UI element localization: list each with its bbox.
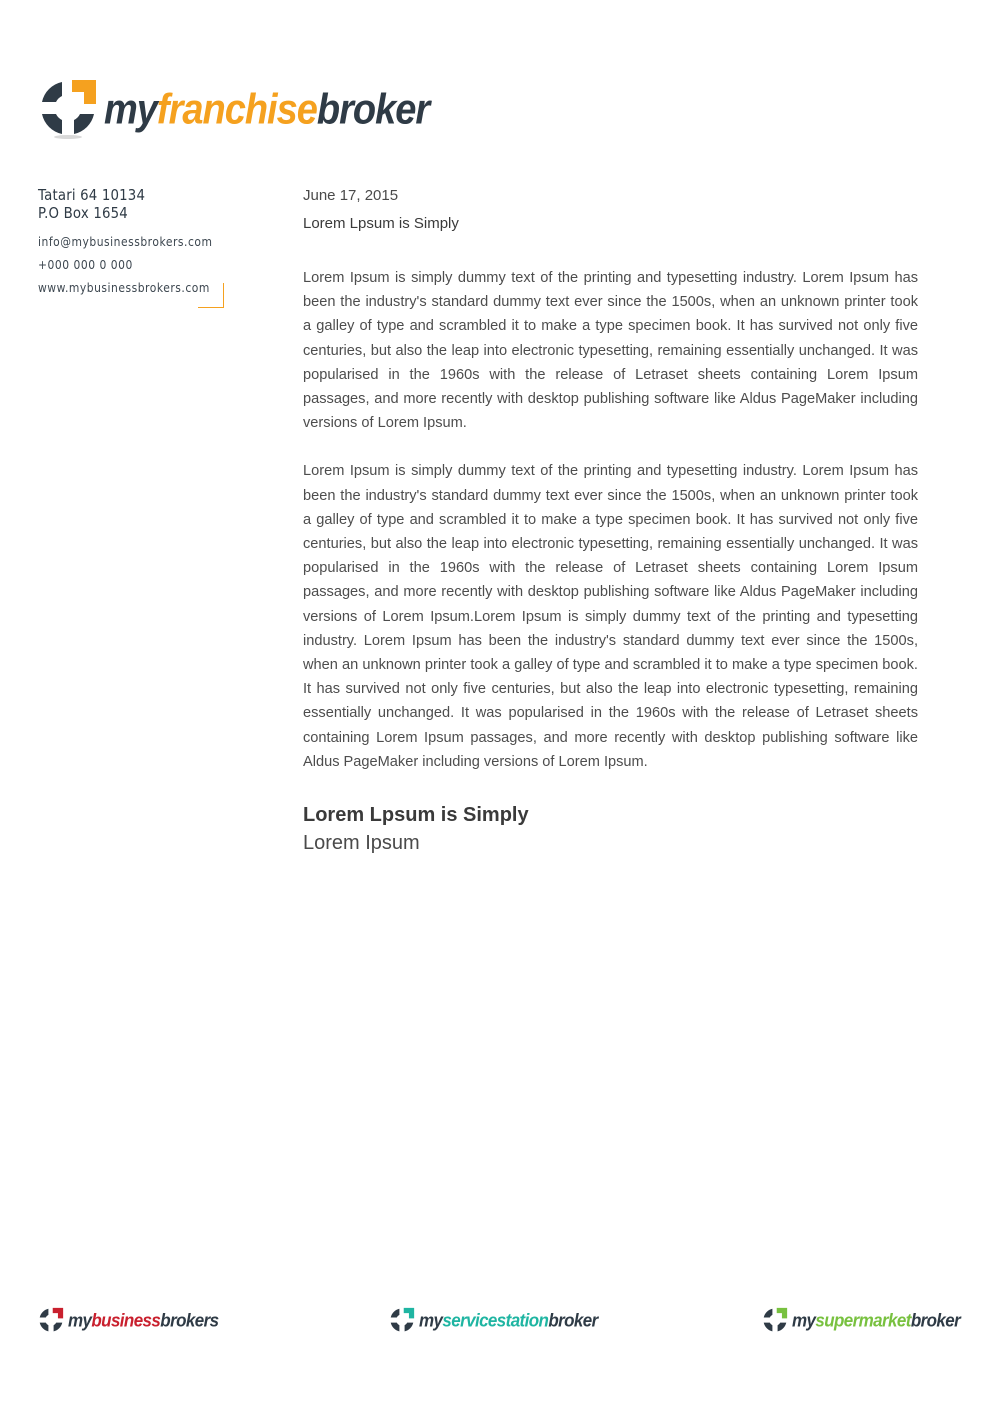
letter-subject: Lorem Lpsum is Simply xyxy=(303,215,459,232)
closing-title: Lorem Lpsum is Simply xyxy=(303,804,529,827)
footer-brand-supermarket xyxy=(762,1306,960,1334)
wordmark-my: my xyxy=(68,1309,92,1331)
letter-body xyxy=(303,186,918,856)
phone-number: +000 000 0 000 xyxy=(38,257,133,272)
wordmark-highlight: supermarket xyxy=(815,1309,911,1331)
cross-logo-icon xyxy=(762,1307,788,1334)
letter-date: June 17, 2015 xyxy=(303,187,399,204)
closing-subtitle: Lorem Ipsum xyxy=(303,832,420,855)
wordmark-highlight: franchise xyxy=(156,86,317,134)
email-link[interactable]: info@mybusinessbrokers.com xyxy=(38,234,213,249)
brand-wordmark xyxy=(104,86,430,134)
website-link[interactable]: www.mybusinessbrokers.com xyxy=(38,280,210,295)
footer-wordmark xyxy=(419,1311,598,1330)
wordmark-my: my xyxy=(104,86,157,134)
wordmark-my: my xyxy=(792,1309,816,1331)
paragraph-2: Lorem Ipsum is simply dummy text of the printing and typesetting industry. Lorem Ipsum has been the industry's standard dummy text ever since the 1500s, when an unknown printer took a galley of type and scrambled it to make a type specimen book. It has survived not only five centuries, but also the leap into electronic typesetting, remaining essentially unchanged. It was popularised in the 1960s with the release of Letraset sheets containing Lorem Ipsum passages, and more recently with desktop publishing software like Aldus PageMaker including versions of Lorem Ipsum.Lorem Ipsum is simply dummy text of the printing and typesetting industry. Lorem Ipsum has been the industry's standard dummy text ever since the 1500s, when an unknown printer took a galley of type and scrambled it to make a type specimen book. It has survived not only five centuries, but also the leap into electronic typesetting, remaining essentially unchanged. It was popularised in the 1960s with the release of Letraset sheets containing Lorem Ipsum passages, and more recently with desktop publishing software like Aldus PageMaker including versions of Lorem Ipsum. xyxy=(303,463,918,770)
wordmark-end: brokers xyxy=(160,1309,219,1331)
footer-brand-business xyxy=(38,1306,218,1334)
main-logo xyxy=(38,78,429,140)
cross-logo-icon xyxy=(389,1307,415,1334)
cross-logo-icon xyxy=(38,78,98,140)
address-line-2: P.O Box 1654 xyxy=(38,204,128,222)
footer-wordmark xyxy=(792,1311,960,1330)
cross-logo-icon xyxy=(38,1307,64,1334)
footer-wordmark xyxy=(68,1311,218,1330)
wordmark-highlight: servicestation xyxy=(442,1309,549,1331)
wordmark-end: broker xyxy=(316,86,430,134)
address-line-1: Tatari 64 10134 xyxy=(38,186,146,204)
paragraph-1: Lorem Ipsum is simply dummy text of the printing and typesetting industry. Lorem Ipsum has been the industry's standard dummy text ever since the 1500s, when an unknown printer took a galley of type and scrambled it to make a type specimen book. It has survived not only five centuries, but also the leap into electronic typesetting, remaining essentially unchanged. It was popularised in the 1960s with the release of Letraset sheets containing Lorem Ipsum passages, and more recently with desktop publishing software like Aldus PageMaker including versions of Lorem Ipsum. xyxy=(303,270,918,432)
wordmark-end: broker xyxy=(910,1309,961,1331)
wordmark-highlight: business xyxy=(91,1309,161,1331)
wordmark-my: my xyxy=(419,1309,443,1331)
corner-bracket-decoration xyxy=(198,283,224,308)
footer-brand-servicestation xyxy=(389,1306,598,1334)
wordmark-end: broker xyxy=(548,1309,598,1331)
